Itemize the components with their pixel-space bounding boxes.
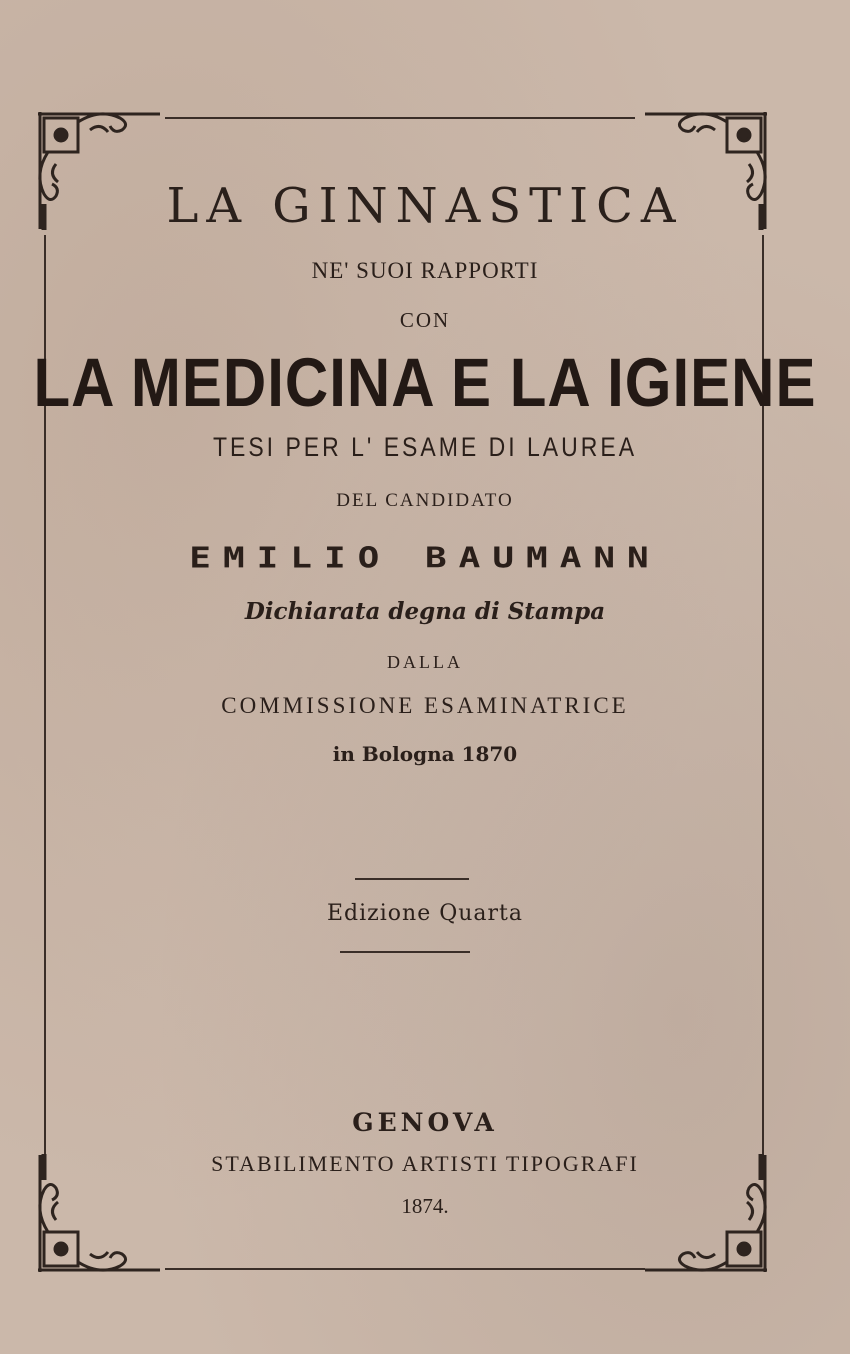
thesis-line: TESI PER L' ESAME DI LAUREA [212, 431, 638, 462]
place-date-line: in Bologna 1870 [332, 742, 518, 766]
book-title-line3: CON [399, 308, 451, 332]
divider-top [355, 878, 469, 880]
dalla-line: DALLA [387, 652, 463, 672]
edition-label: Edizione Quarta [326, 901, 524, 926]
imprint-year: 1874. [401, 1194, 449, 1218]
border-top [165, 117, 635, 119]
author-name: EMILIO BAUMANN [189, 542, 661, 575]
book-title-line1: LA GINNASTICA [166, 178, 684, 234]
border-bottom [165, 1268, 645, 1270]
imprint-publisher: STABILIMENTO ARTISTI TIPOGRAFI [211, 1151, 639, 1176]
imprint-city: GENOVA [352, 1108, 498, 1137]
declaration-line: Dichiarata degna di Stampa [244, 598, 606, 625]
divider-bottom [340, 951, 470, 953]
book-title-line4: LA MEDICINA E LA IGIENE [33, 343, 817, 422]
candidate-label: DEL CANDIDATO [336, 490, 514, 511]
commission-line: COMMISSIONE ESAMINATRICE [221, 693, 629, 718]
book-title-line2: NE' SUOI RAPPORTI [311, 258, 539, 283]
